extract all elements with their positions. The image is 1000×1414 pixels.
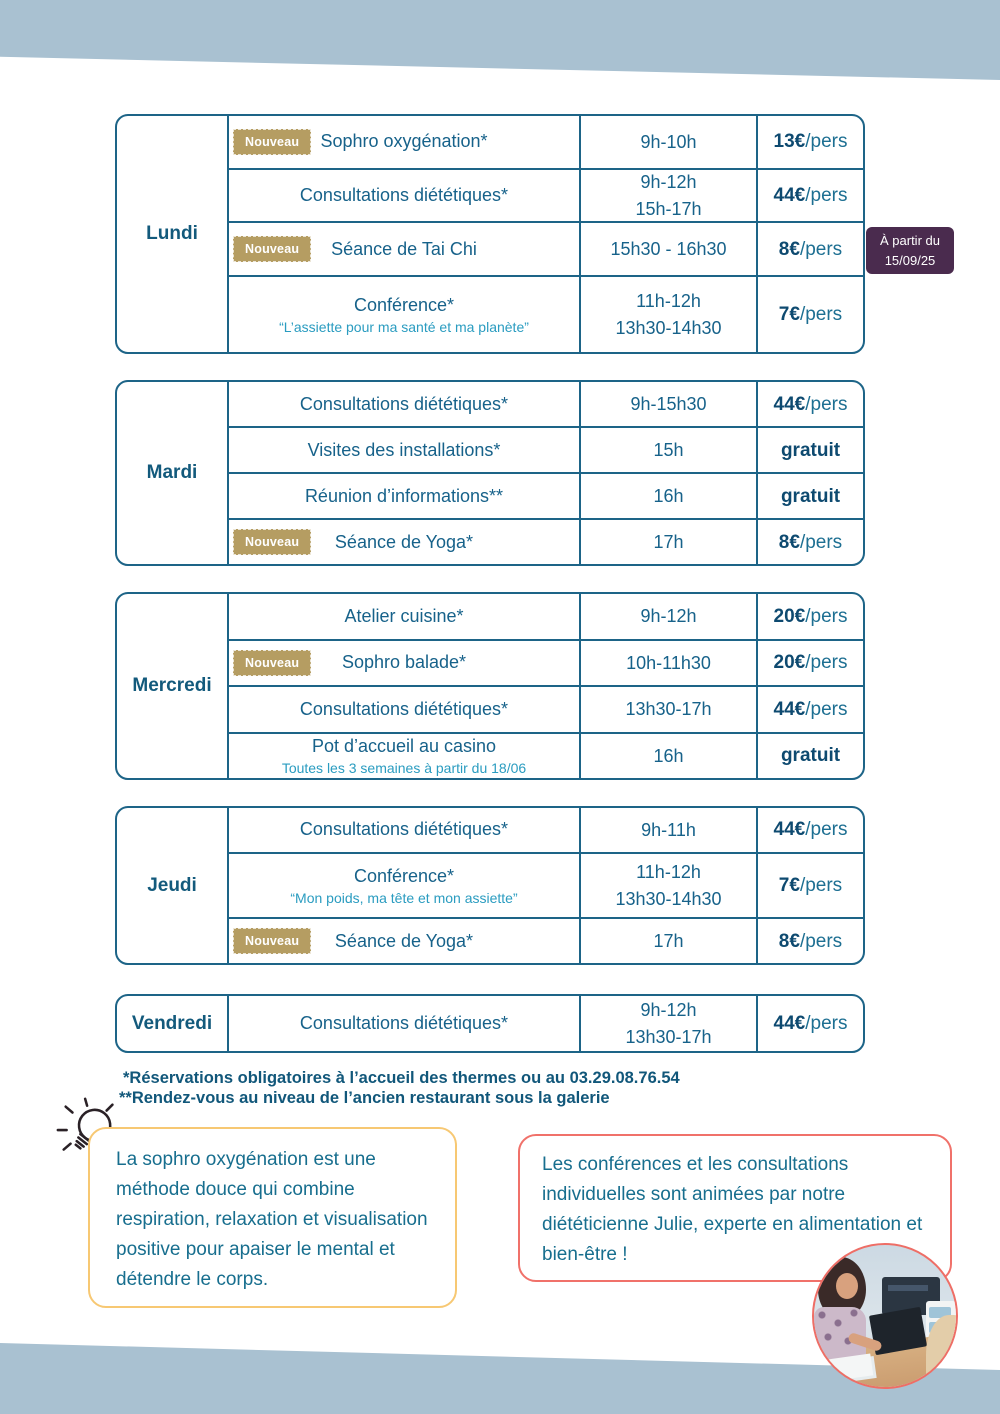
price-amount: 20€ xyxy=(773,605,806,627)
activity-cell xyxy=(229,687,581,732)
dietitian-photo xyxy=(812,1243,958,1389)
activity-cell xyxy=(229,734,581,779)
day-schedule-table xyxy=(115,806,865,965)
price-suffix: /pers xyxy=(805,652,848,674)
table-row xyxy=(229,221,863,275)
activity-name: Consultations diététiques* xyxy=(299,819,509,840)
price-amount: 44€ xyxy=(773,819,806,841)
table-row xyxy=(229,275,863,352)
schedule-tables xyxy=(115,114,865,1053)
activity-cell xyxy=(229,223,581,275)
nouveau-badge: Nouveau xyxy=(233,650,311,676)
price-cell xyxy=(758,996,863,1051)
time-cell: 16h xyxy=(581,474,758,518)
day-label: Vendredi xyxy=(131,1012,213,1034)
price-suffix: /pers xyxy=(799,875,843,896)
price-cell xyxy=(758,594,863,639)
footer-notes xyxy=(119,1068,680,1108)
day-label: Lundi xyxy=(146,223,198,244)
time-cell: 9h-12h 15h-17h xyxy=(581,170,758,222)
price-cell xyxy=(758,641,863,686)
activity-name: Conférence* xyxy=(353,865,455,886)
activity-cell xyxy=(229,641,581,686)
activity-name: Consultations diététiques* xyxy=(299,1013,509,1033)
activity-name: Pot d’accueil au casino xyxy=(311,735,497,756)
price-cell xyxy=(758,854,863,917)
sophro-callout xyxy=(88,1127,457,1308)
activity-cell xyxy=(229,808,581,852)
top-banner xyxy=(0,0,1000,80)
price-cell xyxy=(758,919,863,963)
price-suffix: /pers xyxy=(805,393,848,415)
day-label: Jeudi xyxy=(147,874,197,896)
activity-cell xyxy=(229,919,581,963)
reservation-note: *Réservations obligatoires à l’accueil des thermes ou au 03.29.08.76.54 xyxy=(123,1069,680,1087)
day-cell xyxy=(117,116,229,352)
price-cell xyxy=(758,223,863,275)
table-row xyxy=(229,594,863,639)
table-row xyxy=(229,917,863,963)
time-cell: 16h xyxy=(581,734,758,779)
price-amount: 8€ xyxy=(778,930,800,952)
time-cell: 15h xyxy=(581,428,758,472)
start-date-line2: 15/09/25 xyxy=(884,252,936,268)
price-suffix: /pers xyxy=(805,131,848,153)
activity-cell xyxy=(229,170,581,222)
table-row xyxy=(229,996,863,1051)
time-cell: 9h-11h xyxy=(581,808,758,852)
price-suffix: /pers xyxy=(799,531,843,553)
table-row xyxy=(229,685,863,732)
nouveau-badge: Nouveau xyxy=(233,236,311,262)
price-amount: 44€ xyxy=(773,185,806,207)
activity-name: Consultations diététiques* xyxy=(299,698,509,719)
table-row xyxy=(229,639,863,686)
time-cell: 9h-12h xyxy=(581,594,758,639)
nouveau-badge: Nouveau xyxy=(233,129,311,155)
price-suffix: /pers xyxy=(799,238,843,260)
price-amount: 44€ xyxy=(773,698,806,720)
time-cell: 15h30 - 16h30 xyxy=(581,223,758,275)
activity-name: Séance de Yoga* xyxy=(334,531,474,552)
price-suffix: /pers xyxy=(805,819,848,841)
activity-cell xyxy=(229,428,581,472)
activity-name: Consultations diététiques* xyxy=(299,185,509,206)
activity-name: Séance de Yoga* xyxy=(334,930,474,951)
photo-dietitian-top xyxy=(814,1307,866,1359)
activity-cell xyxy=(229,594,581,639)
table-rows xyxy=(229,808,863,963)
price-cell xyxy=(758,808,863,852)
price-suffix: /pers xyxy=(805,605,848,627)
activity-subtitle: “Mon poids, ma tête et mon assiette” xyxy=(290,889,518,906)
day-label: Mercredi xyxy=(132,675,212,696)
activity-cell xyxy=(229,520,581,564)
photo-dietitian-face xyxy=(836,1273,858,1299)
price-cell xyxy=(758,170,863,222)
table-rows xyxy=(229,116,863,352)
activity-cell xyxy=(229,854,581,917)
price-cell xyxy=(758,474,863,518)
sophro-callout-text: La sophro oxygénation est une méthode douce qui combine respiration, relaxation et visualisation positive pour apaiser le mental et détendre le corps. xyxy=(116,1149,428,1290)
day-cell xyxy=(117,996,229,1051)
time-cell: 13h30-17h xyxy=(581,687,758,732)
price-cell xyxy=(758,687,863,732)
price-cell xyxy=(758,734,863,779)
day-label: Mardi xyxy=(146,462,198,483)
table-row xyxy=(229,518,863,564)
table-rows xyxy=(229,594,863,778)
dietitian-callout-text: Les conférences et les consultations individuelles sont animées par notre diététicienne Julie, experte en alimentation et bien-être ! xyxy=(542,1154,923,1265)
activity-cell xyxy=(229,474,581,518)
activity-subtitle: “L’assiette pour ma santé et ma planète” xyxy=(279,318,529,335)
time-cell: 11h-12h 13h30-14h30 xyxy=(581,854,758,917)
price-amount: gratuit xyxy=(780,439,841,461)
price-amount: 44€ xyxy=(773,1013,806,1034)
nouveau-badge: Nouveau xyxy=(233,928,311,954)
day-cell xyxy=(117,594,229,778)
table-row xyxy=(229,732,863,779)
time-cell: 9h-10h xyxy=(581,116,758,168)
activity-name: Conférence* xyxy=(353,294,455,315)
time-cell: 17h xyxy=(581,919,758,963)
activity-name: Sophro oxygénation* xyxy=(320,131,488,152)
activity-name: Atelier cuisine* xyxy=(344,605,464,626)
price-suffix: /pers xyxy=(799,930,843,952)
day-schedule-table xyxy=(115,114,865,354)
activity-name: Séance de Tai Chi xyxy=(331,238,477,259)
activity-name: Sophro balade* xyxy=(341,652,467,673)
time-cell: 9h-15h30 xyxy=(581,382,758,426)
activity-name: Réunion d’informations** xyxy=(304,485,504,506)
table-row xyxy=(229,426,863,472)
price-amount: 7€ xyxy=(778,304,800,326)
table-row xyxy=(229,382,863,426)
table-row xyxy=(229,116,863,168)
price-cell xyxy=(758,428,863,472)
start-date-badge xyxy=(866,227,954,274)
nouveau-badge: Nouveau xyxy=(233,529,311,555)
price-amount: gratuit xyxy=(780,485,841,507)
price-cell xyxy=(758,382,863,426)
price-amount: 7€ xyxy=(778,875,800,896)
price-cell xyxy=(758,116,863,168)
day-cell xyxy=(117,808,229,963)
activity-name: Visites des installations* xyxy=(307,439,501,460)
day-schedule-table xyxy=(115,380,865,566)
start-date-line1: À partir du xyxy=(880,233,940,248)
day-schedule-table xyxy=(115,994,865,1053)
price-amount: 44€ xyxy=(773,393,806,415)
price-suffix: /pers xyxy=(805,1013,848,1034)
table-rows xyxy=(229,382,863,564)
activity-cell xyxy=(229,116,581,168)
price-amount: 8€ xyxy=(778,531,800,553)
table-rows xyxy=(229,996,863,1051)
activity-cell xyxy=(229,996,581,1051)
time-cell: 9h-12h 13h30-17h xyxy=(581,996,758,1051)
activity-name: Consultations diététiques* xyxy=(299,393,509,414)
price-cell xyxy=(758,277,863,352)
time-cell: 10h-11h30 xyxy=(581,641,758,686)
time-cell: 17h xyxy=(581,520,758,564)
table-row xyxy=(229,808,863,852)
price-amount: 13€ xyxy=(773,131,806,153)
price-suffix: /pers xyxy=(805,698,848,720)
table-row xyxy=(229,472,863,518)
price-cell xyxy=(758,520,863,564)
day-schedule-table xyxy=(115,592,865,780)
price-amount: 20€ xyxy=(773,652,806,674)
meeting-point-note: **Rendez-vous au niveau de l’ancien restaurant sous la galerie xyxy=(119,1089,610,1107)
time-cell: 11h-12h 13h30-14h30 xyxy=(581,277,758,352)
price-suffix: /pers xyxy=(799,304,843,326)
table-row xyxy=(229,168,863,222)
activity-cell xyxy=(229,382,581,426)
price-amount: 8€ xyxy=(778,238,800,260)
price-suffix: /pers xyxy=(805,185,848,207)
activity-cell xyxy=(229,277,581,352)
table-row xyxy=(229,852,863,917)
day-cell xyxy=(117,382,229,564)
activity-subtitle: Toutes les 3 semaines à partir du 18/06 xyxy=(281,759,527,776)
price-amount: gratuit xyxy=(780,745,841,767)
